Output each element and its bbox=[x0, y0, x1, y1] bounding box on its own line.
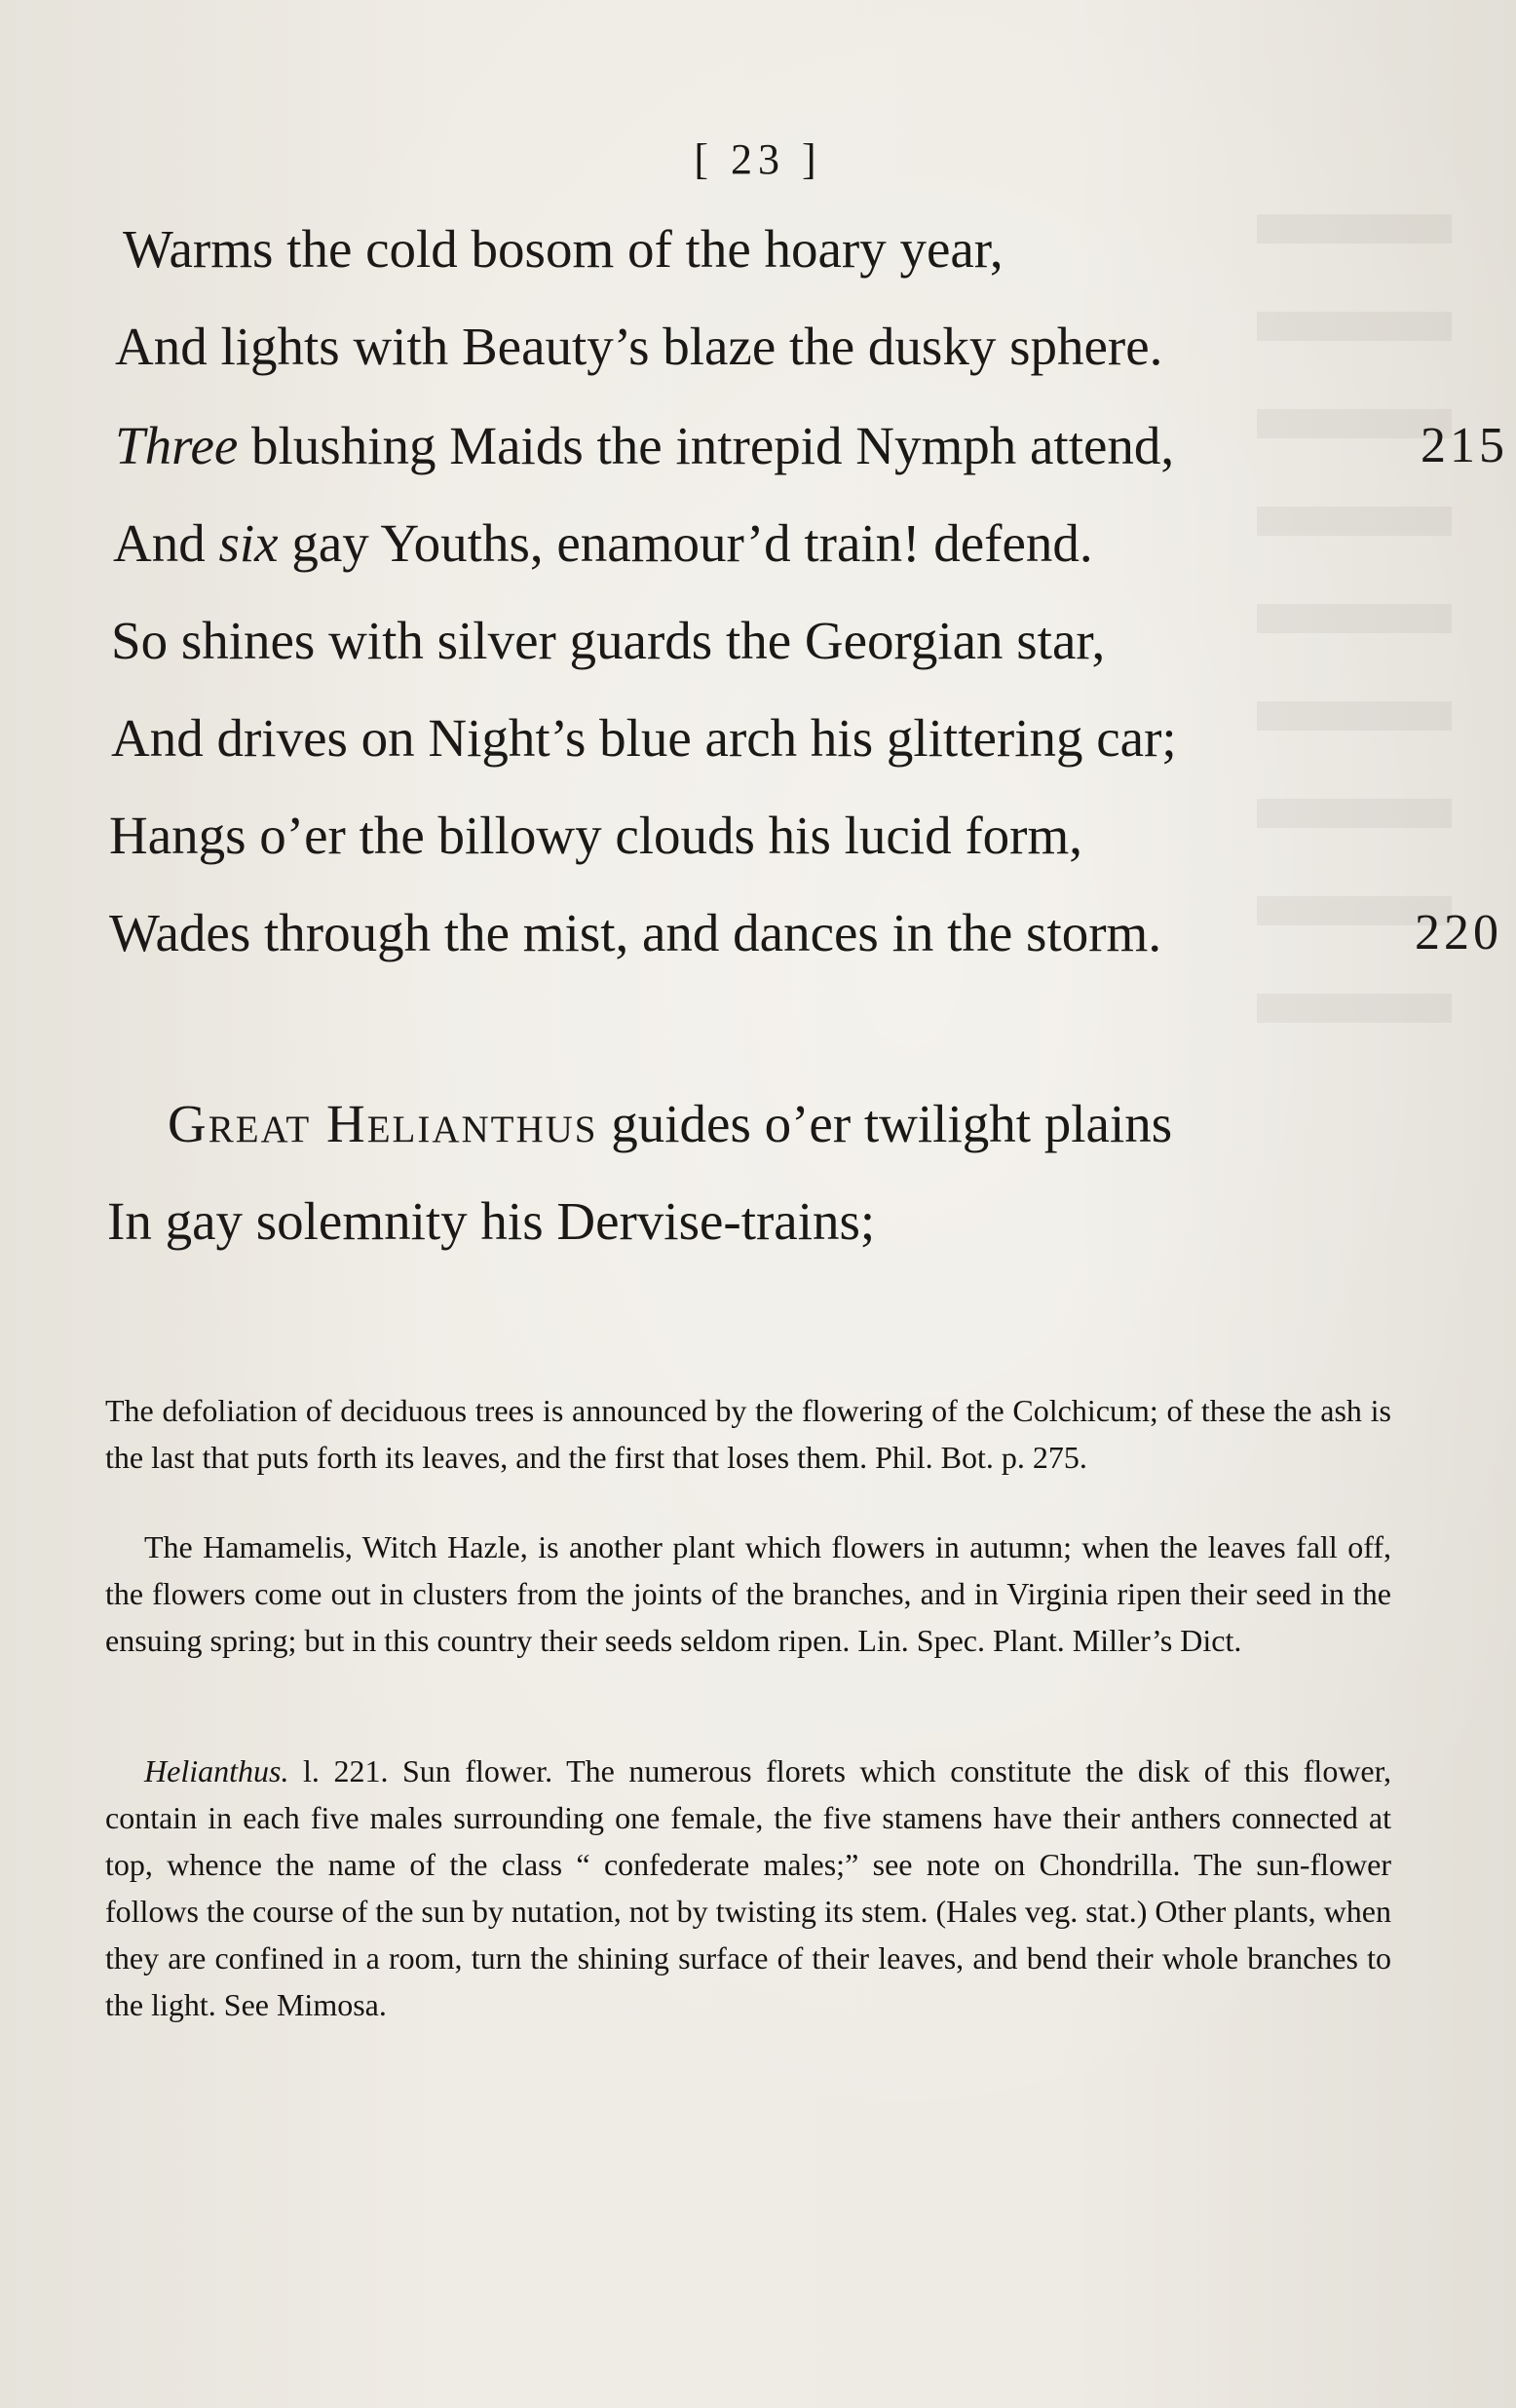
verse-line bbox=[113, 505, 1380, 583]
verse-smallcaps-name: Great Helianthus bbox=[168, 1094, 598, 1153]
verse-line-text: Hangs o’er the billowy clouds his lucid form, bbox=[109, 806, 1082, 865]
verse-line-text: In gay solemnity his Dervise-trains; bbox=[107, 1191, 876, 1251]
verse-line-text bbox=[168, 1085, 1172, 1163]
line-number: 215 bbox=[1421, 418, 1508, 473]
footnote-italic-term: Helianthus. bbox=[144, 1753, 289, 1788]
verse-line-rest: gay Youths, enamour’d train! defend. bbox=[278, 513, 1093, 573]
verse-line bbox=[123, 210, 1389, 288]
verse-line bbox=[109, 797, 1376, 875]
verse-line bbox=[111, 699, 1378, 777]
verse-line-text: Warms the cold bosom of the hoary year, bbox=[123, 219, 1004, 279]
verse-line-text: And lights with Beauty’s blaze the dusky sphere. bbox=[115, 317, 1163, 376]
verse-line-start: And bbox=[113, 513, 219, 573]
verse-line-text bbox=[113, 505, 1093, 583]
page-number: [ 23 ] bbox=[694, 135, 822, 183]
verse-line bbox=[115, 407, 1508, 485]
verse-line-text bbox=[115, 407, 1174, 485]
verse-italic-word: six bbox=[218, 513, 279, 573]
footnote-2 bbox=[105, 1524, 1391, 1664]
footnote-body: l. 221. Sun flower. The numerous florets which constitute the disk of this flower, contain in each five males surrounding one female, the five stamens have their anthers connected at top, whence the name of the class “ confederate males;” see note on Chondrilla. The sun-flower follows the course of the sun by nutation, not by twisting its stem. (Hales veg. stat.) Other plants, when they are confined in a room, turn the shining surface of their leaves, and bend their whole branches to the light. See Mimosa. bbox=[105, 1753, 1391, 2022]
verse-italic-word: Three bbox=[115, 416, 239, 475]
line-number: 220 bbox=[1415, 905, 1502, 960]
verse-line bbox=[107, 1183, 1374, 1260]
footnote-3 bbox=[105, 1748, 1391, 2028]
verse-line bbox=[111, 602, 1378, 680]
footnote-1 bbox=[105, 1387, 1391, 1481]
verse-line bbox=[115, 308, 1382, 386]
verse-line-rest: blushing Maids the intrepid Nymph attend, bbox=[238, 416, 1175, 475]
verse-line bbox=[168, 1085, 1434, 1163]
verse-line-text: Wades through the mist, and dances in the storm. bbox=[109, 903, 1162, 962]
verse-line-text: So shines with silver guards the Georgian star, bbox=[111, 611, 1106, 670]
footnote-text: The Hamamelis, Witch Hazle, is another plant which flowers in autumn; when the leaves fall off, the flowers come out in clusters from the joints of the branches, and in Virginia ripen their seed in the ensuing spring; but in this country their seeds seldom ripen. Lin. Spec. Plant. Miller’s Dict. bbox=[105, 1529, 1391, 1658]
verse-line-rest: guides o’er twilight plains bbox=[597, 1094, 1173, 1153]
verse-line bbox=[109, 894, 1502, 972]
footnote-text bbox=[105, 1748, 1391, 2028]
verse-line-text: And drives on Night’s blue arch his glittering car; bbox=[111, 708, 1177, 768]
footnote-text: The defoliation of deciduous trees is announced by the flowering of the Colchicum; of these the ash is the last that puts forth its leaves, and the first that loses them. Phil. Bot. p. 275. bbox=[105, 1393, 1391, 1475]
